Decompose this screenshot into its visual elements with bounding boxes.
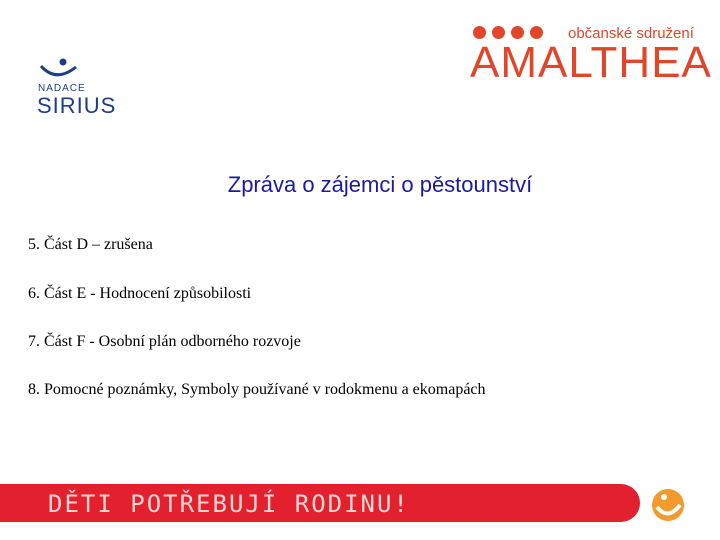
list-item: 7. Část F - Osobní plán odborného rozvoje <box>28 333 301 350</box>
slide-title: Zpráva o zájemci o pěstounství <box>227 172 533 197</box>
sirius-logo-small-text: NADACE <box>38 83 86 94</box>
footer-slogan: DĚTI POTŘEBUJÍ RODINU! <box>48 490 410 518</box>
sirius-logo-name: SIRIUS <box>37 93 117 118</box>
amalthea-footer-icon <box>648 485 688 525</box>
amalthea-logo-tagline: občanské sdružení <box>568 25 694 42</box>
list-item: 5. Část D – zrušena <box>28 236 153 253</box>
list-item: 8. Pomocné poznámky, Symboly používané v rodokmenu a ekomapách <box>28 381 486 398</box>
list-item: 6. Část E - Hodnocení způsobilosti <box>28 285 252 302</box>
amalthea-logo-name: AMALTHEA <box>470 38 712 87</box>
